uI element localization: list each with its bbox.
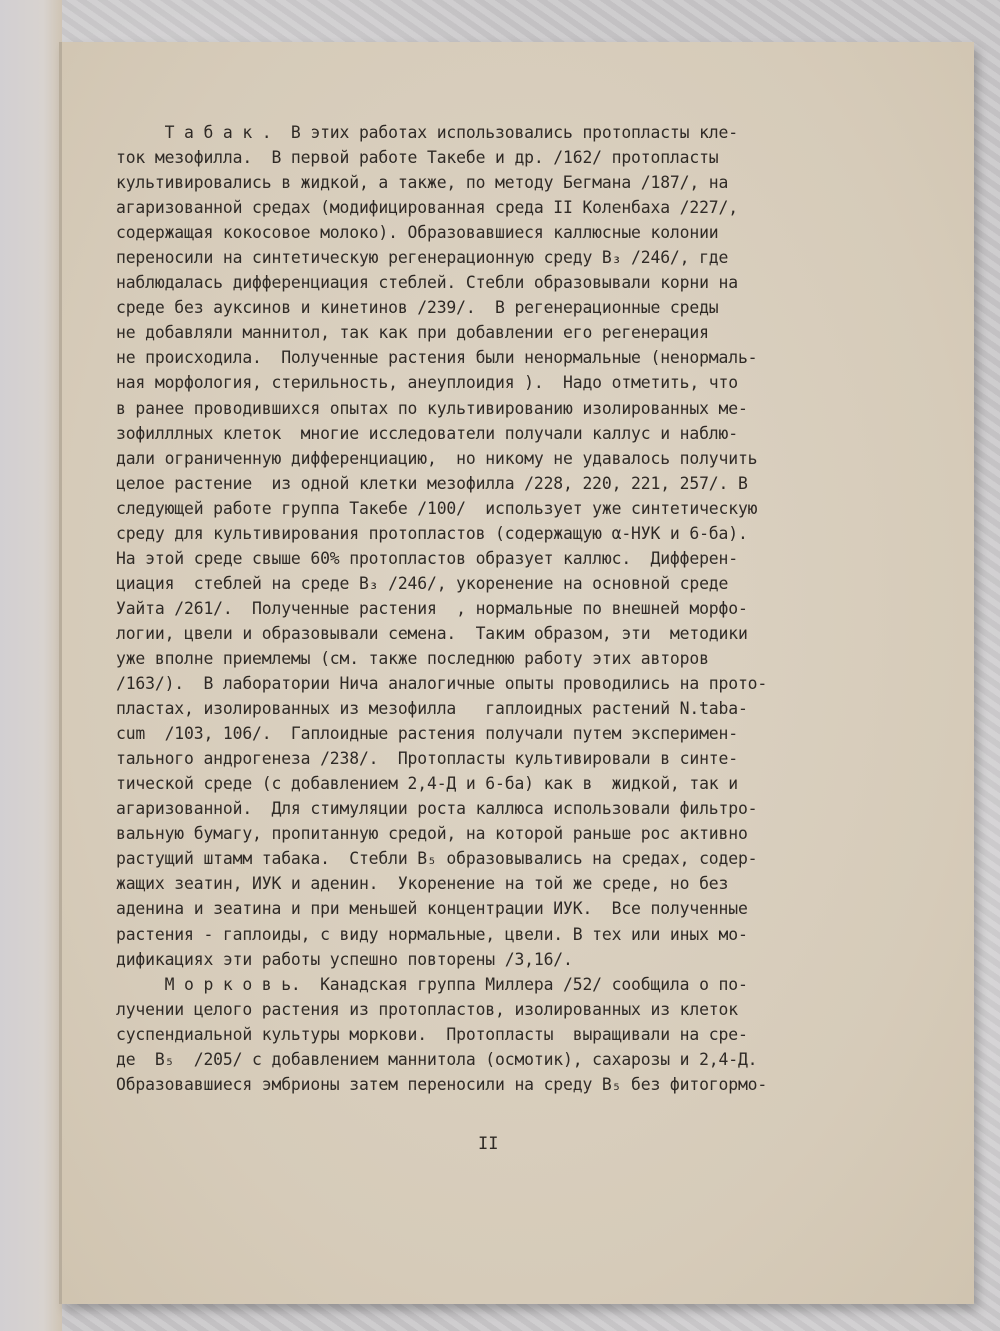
text-line: дали ограниченную дифференциацию, но никому не удавалось получить (116, 448, 758, 468)
text-line: зофилллных клеток многие исследователи получали каллус и наблю- (116, 423, 738, 443)
text-line: лучении целого растения из протопластов, изолированных из клеток (116, 999, 738, 1019)
text-line: дификациях эти работы успешно повторены /3,16/. (116, 949, 573, 969)
text-line: в ранее проводившихся опытах по культивированию изолированных ме- (116, 398, 748, 418)
text-line: ная морфология, стерильность, анеуплоидия ). Надо отметить, что (116, 373, 738, 393)
document-page (62, 42, 974, 1304)
page-number: II (478, 1134, 499, 1154)
text-line: тального андрогенеза /238/. Протопласты культивировали в синте- (116, 749, 738, 769)
text-line: жащих зеатин, ИУК и аденин. Укоренение на той же среде, но без (116, 874, 729, 894)
text-line: агаризованной. Для стимуляции роста каллюса использовали фильтро- (116, 799, 758, 819)
text-line: суспендиальной культуры моркови. Протопласты выращивали на сре- (116, 1024, 748, 1044)
body-text (116, 120, 876, 1097)
text-line: пластах, изолированных из мезофилла гаплоидных растений N.taba- (116, 699, 748, 719)
text-line: не происходила. Полученные растения были ненормальные (ненормаль- (116, 348, 758, 368)
text-line: Образовавшиеся эмбрионы затем переносили на среду B₅ без фитогормо- (116, 1074, 768, 1094)
text-line: аденина и зеатина и при меньшей концентрации ИУК. Все полученные (116, 899, 748, 919)
text-line: содержащая кокосовое молоко). Образовавшиеся каллюсные колонии (116, 223, 719, 243)
text-line: наблюдалась дифференциация стеблей. Стебли образовывали корни на (116, 273, 738, 293)
text-line: переносили на синтетическую регенерационную среду B₃ /246/, где (116, 248, 729, 268)
text-line: /163/). В лаборатории Нича аналогичные опыты проводились на прото- (116, 674, 768, 694)
text-line: уже вполне приемлемы (см. также последнюю работу этих авторов (116, 648, 709, 668)
text-line: растения - гаплоиды, с виду нормальные, цвели. В тех или иных мо- (116, 924, 748, 944)
text-line: ток мезофилла. В первой работе Такебе и др. /162/ протопласты (116, 148, 719, 168)
previous-page-edge (0, 0, 62, 1331)
text-line: не добавляли маннитол, так как при добавлении его регенерация (116, 323, 709, 343)
text-line: культивировались в жидкой, а также, по методу Бегмана /187/, на (116, 173, 729, 193)
text-line: среду для культивирования протопластов (содержащую α-НУК и 6-ба). (116, 523, 748, 543)
text-line: де B₅ /205/ с добавлением маннитола (осмотик), сахарозы и 2,4-Д. (116, 1049, 758, 1069)
text-line: целое растение из одной клетки мезофилла /228, 220, 221, 257/. В (116, 473, 748, 493)
text-line: cum /103, 106/. Гаплоидные растения получали путем эксперимен- (116, 724, 738, 744)
text-line: вальную бумагу, пропитанную средой, на которой раньше рос активно (116, 824, 748, 844)
text-line: циация стеблей на среде B₃ /246/, укоренение на основной среде (116, 573, 729, 593)
text-line: агаризованной средах (модифицированная среда II Коленбаха /227/, (116, 198, 738, 218)
text-line: следующей работе группа Такебе /100/ использует уже синтетическую (116, 498, 758, 518)
text-line: тической среде (с добавлением 2,4-Д и 6-ба) как в жидкой, так и (116, 774, 738, 794)
text-line: Т а б а к . В этих работах использовались протопласты кле- (116, 123, 738, 142)
text-line: Уайта /261/. Полученные растения , нормальные по внешней морфо- (116, 598, 748, 618)
text-line: среде без ауксинов и кинетинов /239/. В регенерационные среды (116, 298, 719, 318)
text-line: На этой среде свыше 60% протопластов образует каллюс. Дифферен- (116, 548, 738, 568)
text-line: М о р к о в ь. Канадская группа Миллера /52/ сообщила о по- (116, 974, 748, 994)
text-line: растущий штамм табака. Стебли B₅ образовывались на средах, содер- (116, 849, 758, 869)
text-line: логии, цвели и образовывали семена. Таким образом, эти методики (116, 623, 748, 643)
